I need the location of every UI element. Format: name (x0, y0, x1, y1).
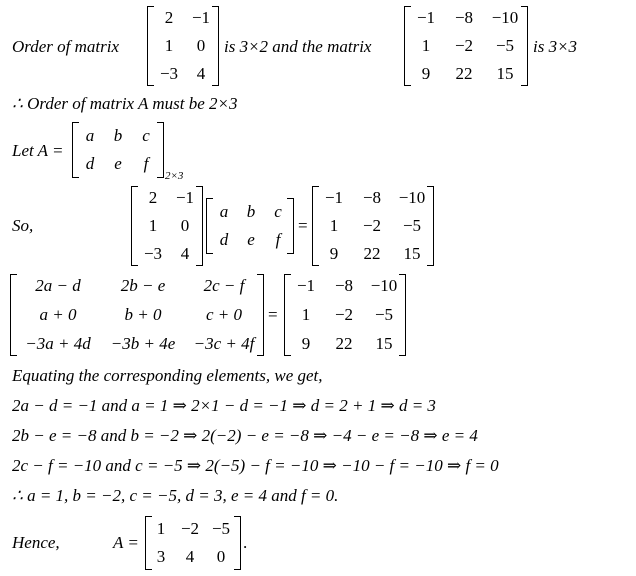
hence-label: Hence, (12, 533, 60, 552)
line1-prefix: Order of matrix (12, 37, 120, 56)
matrix-cell: e (247, 230, 255, 249)
equation-line-2: 2b − e = −8 and b = −2 ⇒ 2(−2) − e = −8 ⇒ −4 − e = −8 ⇒ e = 4 (12, 426, 478, 445)
matrix-cell: −1 (324, 188, 344, 207)
matrix-cell: −2 (362, 216, 382, 235)
equals-sign: = (268, 305, 278, 324)
matrix-cell: 3 (156, 547, 166, 566)
matrix-cell: −10 (491, 8, 519, 27)
matrix-cell: 15 (403, 244, 421, 263)
matrix-cell: 22 (363, 244, 381, 263)
a-equals-label: A = (113, 533, 139, 552)
matrix-cell: f (275, 230, 281, 249)
matrix-cell: 4 (180, 244, 190, 263)
so-label: So, (12, 216, 34, 235)
matrix-cell: 9 (301, 334, 311, 353)
matrix-cell: 1 (148, 216, 158, 235)
matrix-cell: −8 (334, 276, 354, 295)
matrix-cell: 2 (164, 8, 174, 27)
matrix-cell: −1 (296, 276, 316, 295)
matrix-product (10, 274, 264, 356)
line1-suffix: is 3×3 (533, 37, 578, 56)
equating-text: Equating the corresponding elements, we get, (12, 366, 323, 385)
matrix-C (404, 6, 528, 86)
matrix-cell: −10 (398, 188, 426, 207)
matrix-cell: c (274, 202, 282, 221)
matrix-cell: −5 (211, 519, 231, 538)
matrix-cell: d (219, 230, 229, 249)
equals-sign: = (298, 216, 308, 235)
matrix-cell: a (219, 202, 229, 221)
matrix-cell: b (113, 126, 123, 145)
final-period: . (243, 533, 248, 552)
matrix-cell: −1 (416, 8, 436, 27)
matrix-A-final (145, 516, 241, 570)
equation-line-3: 2c − f = −10 and c = −5 ⇒ 2(−5) − f = −10 ⇒ −10 − f = −10 ⇒ f = 0 (12, 456, 499, 475)
let-label: Let A = (12, 141, 64, 160)
matrix-cell: 0 (216, 547, 226, 566)
matrix-cell: −3 (143, 244, 163, 263)
matrix-cell: 2b − e (120, 276, 166, 295)
matrix-cell: f (143, 154, 149, 173)
matrix-cell: −8 (454, 8, 474, 27)
values-summary: ∴ a = 1, b = −2, c = −5, d = 3, e = 4 and f = 0. (12, 486, 339, 505)
matrix-cell: −3 (159, 64, 179, 83)
matrix-A-symbolic-repeat (206, 198, 294, 254)
matrix-cell: d (85, 154, 95, 173)
order-conclusion: ∴ Order of matrix A must be 2×3 (12, 94, 238, 113)
matrix-B-repeat (131, 186, 203, 266)
matrix-cell: −3b + 4e (110, 334, 176, 353)
matrix-cell: 15 (375, 334, 393, 353)
matrix-cell: 1 (164, 36, 174, 55)
matrix-cell: −2 (334, 305, 354, 324)
matrix-cell: 22 (455, 64, 473, 83)
matrix-cell: 15 (496, 64, 514, 83)
matrix-cell: −5 (402, 216, 422, 235)
matrix-cell: b + 0 (124, 305, 162, 324)
matrix-cell: −1 (175, 188, 195, 207)
matrix-cell: −3c + 4f (193, 334, 255, 353)
matrix-cell: −3a + 4d (25, 334, 91, 353)
matrix-cell: a (85, 126, 95, 145)
matrix-cell: −5 (374, 305, 394, 324)
matrix-cell: 9 (329, 244, 339, 263)
matrix-cell: 1 (329, 216, 339, 235)
matrix-cell: 0 (196, 36, 206, 55)
matrix-B (147, 6, 219, 86)
matrix-cell: 0 (180, 216, 190, 235)
matrix-cell: 1 (156, 519, 166, 538)
matrix-cell: 22 (335, 334, 353, 353)
matrix-cell: c (142, 126, 150, 145)
matrix-cell: 1 (301, 305, 311, 324)
matrix-cell: −8 (362, 188, 382, 207)
matrix-cell: −5 (495, 36, 515, 55)
matrix-cell: 2 (148, 188, 158, 207)
matrix-cell: 9 (421, 64, 431, 83)
matrix-cell: 2a − d (35, 276, 81, 295)
matrix-cell: 2c − f (203, 276, 245, 295)
matrix-cell: 1 (421, 36, 431, 55)
matrix-cell: c + 0 (205, 305, 243, 324)
line1-mid: is 3×2 and the matrix (224, 37, 372, 56)
matrix-cell: b (246, 202, 256, 221)
matrix-C-repeat (312, 186, 434, 266)
matrix-A-symbolic (72, 122, 164, 178)
matrix-cell: a + 0 (39, 305, 77, 324)
equation-line-1: 2a − d = −1 and a = 1 ⇒ 2×1 − d = −1 ⇒ d = 2 + 1 ⇒ d = 3 (12, 396, 436, 415)
matrix-C-result (284, 274, 406, 356)
matrix-cell: 4 (196, 64, 206, 83)
matrix-cell: −2 (454, 36, 474, 55)
matrix-cell: −10 (370, 276, 398, 295)
matrix-cell: e (114, 154, 122, 173)
matrix-cell: 4 (185, 547, 195, 566)
matrix-cell: −2 (180, 519, 200, 538)
matrix-cell: −1 (191, 8, 211, 27)
order-subscript: 2×3 (165, 170, 184, 182)
